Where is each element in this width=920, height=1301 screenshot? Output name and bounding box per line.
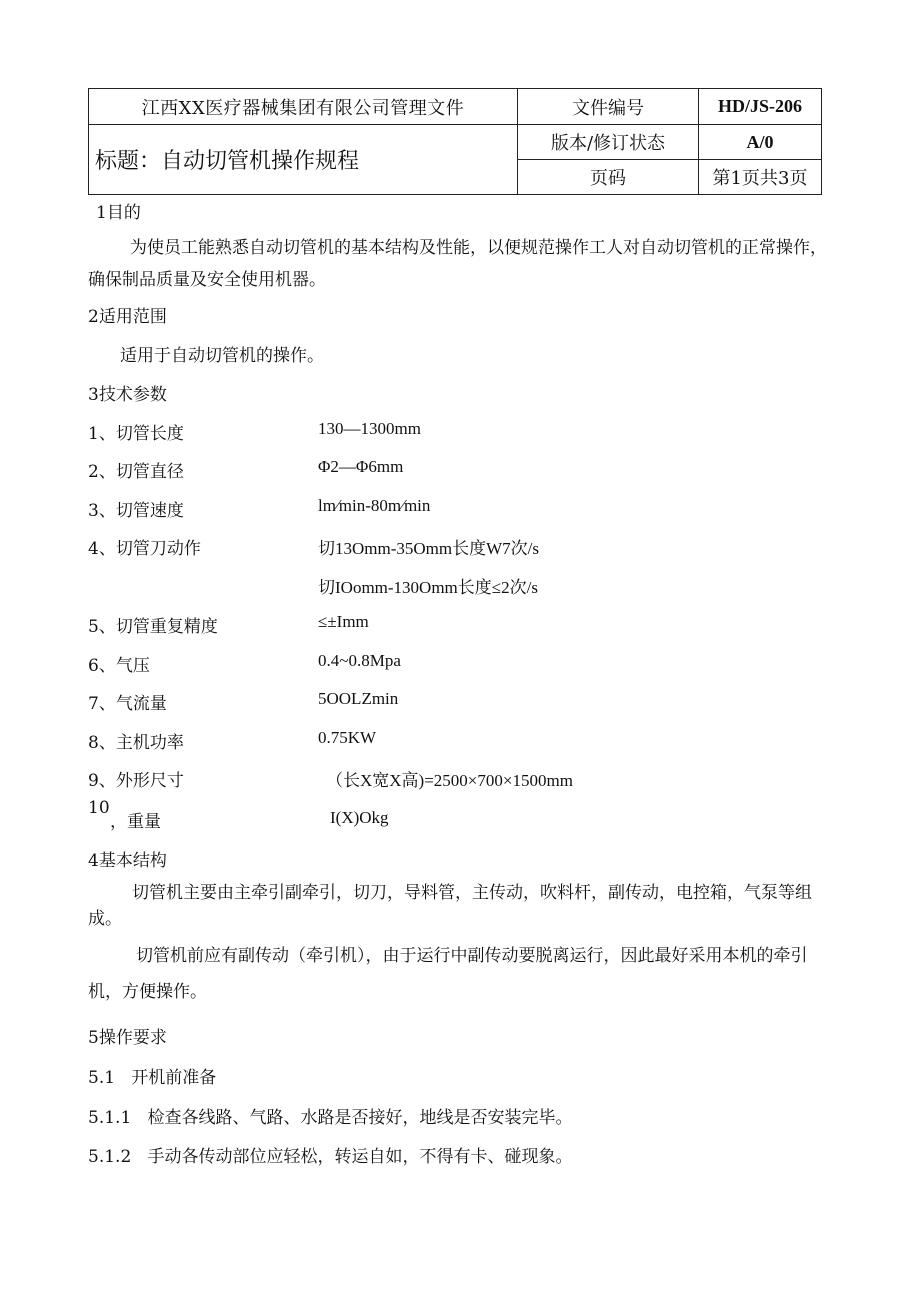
section-2-heading: 2适用范围 (88, 307, 167, 327)
param-value: 切13Omm-35Omm长度W7次/s (318, 539, 539, 558)
param-label: 9、外形尺寸 (88, 771, 184, 791)
file-number-value: HD/JS-206 (699, 89, 822, 125)
section-1-text: 为使员工能熟悉自动切管机的基本结构及性能，以便规范操作工人对自动切管机的正常操作，确保制品质量及安全使用机器。 (88, 238, 827, 290)
section-4-text-1: 切管机主要由主牵引副牵引，切刀，导料管，主传动，吹料杆，副传动，电控箱，气泵等组成。 (88, 883, 812, 929)
section-5-heading: 5操作要求 (88, 1028, 167, 1048)
param-label: 10 (88, 798, 110, 818)
item-5-1-2: 5.1.2 手动各传动部位应轻松，转运自如，不得有卡、碰现象。 (88, 1147, 573, 1167)
company-name: 江西XX医疗器械集团有限公司管理文件 (89, 89, 518, 125)
subsection-5-1: 5.1 开机前准备 (88, 1068, 217, 1088)
version-value: A/0 (699, 125, 822, 160)
document-title: 标题：自动切管机操作规程 (89, 125, 518, 195)
param-label: 8、主机功率 (88, 733, 184, 753)
param-value: 0.4~0.8Mpa (318, 651, 401, 670)
param-label: 4、切管刀动作 (88, 539, 201, 559)
param-value: I(X)Okg (330, 808, 389, 827)
section-3-heading: 3技术参数 (88, 385, 167, 405)
document-header-table (88, 88, 822, 195)
file-number-label: 文件编号 (518, 89, 699, 125)
param-label: 7、气流量 (88, 694, 167, 714)
param-value: （长X宽X高)=2500×700×1500mm (326, 771, 573, 790)
version-label: 版本/修订状态 (518, 125, 699, 160)
param-value: 切IOomm-130Omm长度≤2次/s (318, 578, 538, 597)
section-1-heading: 1目的 (96, 203, 141, 223)
item-5-1-1: 5.1.1 检查各线路、气路、水路是否接好，地线是否安装完毕。 (88, 1108, 573, 1128)
param-label: 6、气压 (88, 656, 150, 676)
param-value: Φ2—Φ6mm (318, 457, 404, 476)
param-value: lm∕min-80m∕min (318, 496, 431, 515)
page-value: 第1页共3页 (699, 160, 822, 195)
param-value: 0.75KW (318, 728, 377, 747)
param-label: 1、切管长度 (88, 424, 184, 444)
param-label: 3、切管速度 (88, 501, 184, 521)
param-value: ≤±Imm (318, 612, 369, 631)
param-value: 5OOLZmin (318, 689, 399, 708)
param-label: 2、切管直径 (88, 462, 184, 482)
section-2-text: 适用于自动切管机的操作。 (120, 346, 324, 366)
page-label: 页码 (518, 160, 699, 195)
section-4-heading: 4基本结构 (88, 851, 167, 871)
section-4-text-2: 切管机前应有副传动（牵引机），由于运行中副传动要脱离运行，因此最好采用本机的牵引机，方便操作。 (88, 946, 808, 1002)
param-label-suffix: ，重量 (110, 812, 161, 832)
param-value: 130—1300mm (318, 419, 421, 438)
param-label: 5、切管重复精度 (88, 617, 218, 637)
